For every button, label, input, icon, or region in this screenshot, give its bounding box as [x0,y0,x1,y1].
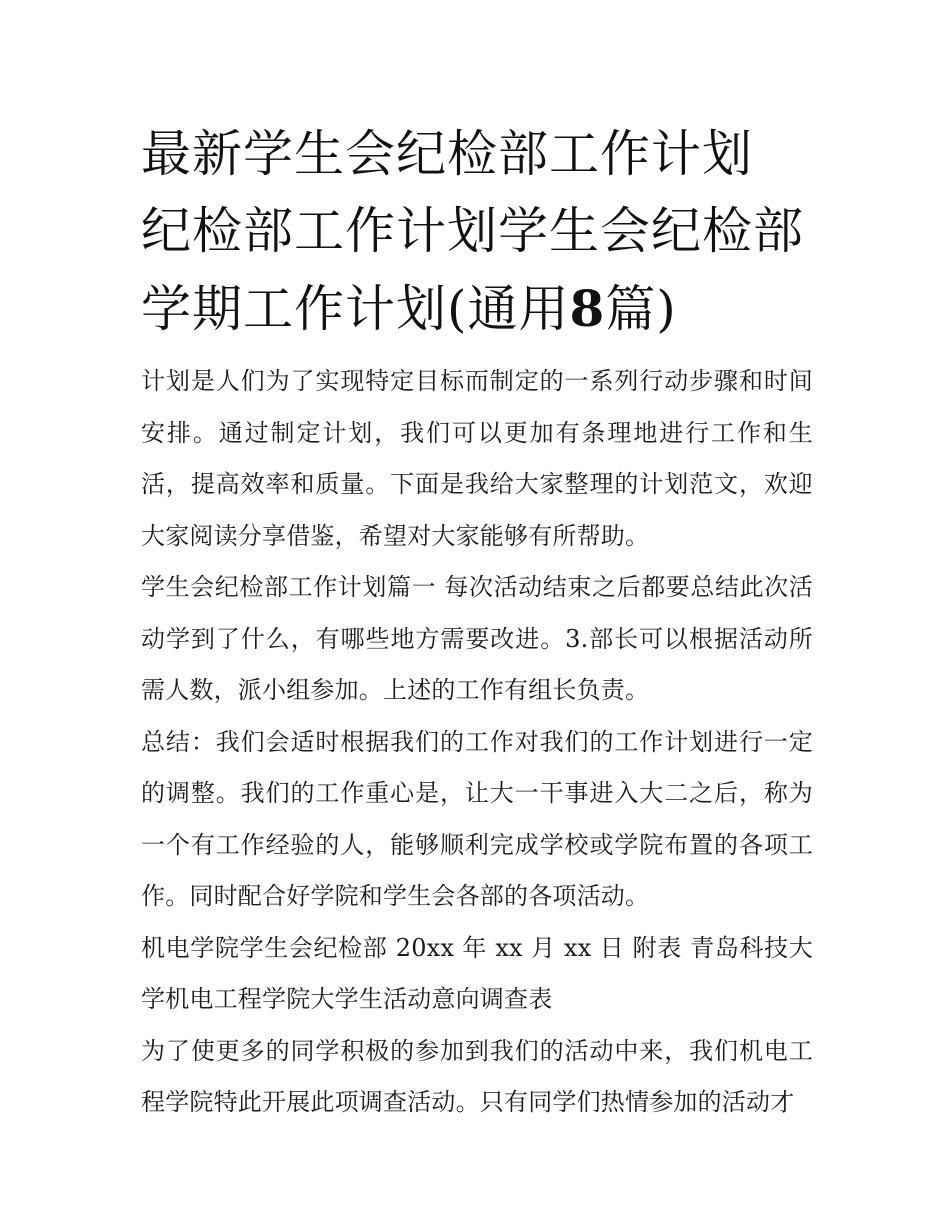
document-title: 最新学生会纪检部工作计划 纪检部工作计划学生会纪检部学期工作计划(通用8篇) [141,125,804,338]
document-body [141,116,813,1129]
paragraph-intro: 计划是人们为了实现特定目标而制定的一系列行动步骤和时间安排。通过制定计划，我们可以更加有条理地进行工作和生活，提高效率和质量。下面是我给大家整理的计划范文，欢迎大家阅读分享借鉴，希望对大家能够有所帮助。 [141,367,813,550]
paragraph-part-one: 学生会纪检部工作计划篇一 每次活动结束之后都要总结此次活动学到了什么，有哪些地方需要改进。3.部长可以根据活动所需人数，派小组参加。上述的工作有组长负责。 [141,573,813,704]
paragraph-summary: 总结：我们会适时根据我们的工作对我们的工作计划进行一定的调整。我们的工作重心是，让大一干事进入大二之后，称为一个有工作经验的人，能够顺利完成学校或学院布置的各项工作。同时配合好学院和学生会各部的各项活动。 [141,727,813,910]
paragraph-signature: 机电学院学生会纪检部 20xx 年 xx 月 xx 日 附表 青岛科技大学机电工程学院大学生活动意向调查表 [141,933,813,1013]
paragraph-survey: 为了使更多的同学积极的参加到我们的活动中来，我们机电工程学院特此开展此项调查活动。只有同学们热情参加的活动才 [141,1036,813,1116]
title-number: 8 [569,279,606,338]
